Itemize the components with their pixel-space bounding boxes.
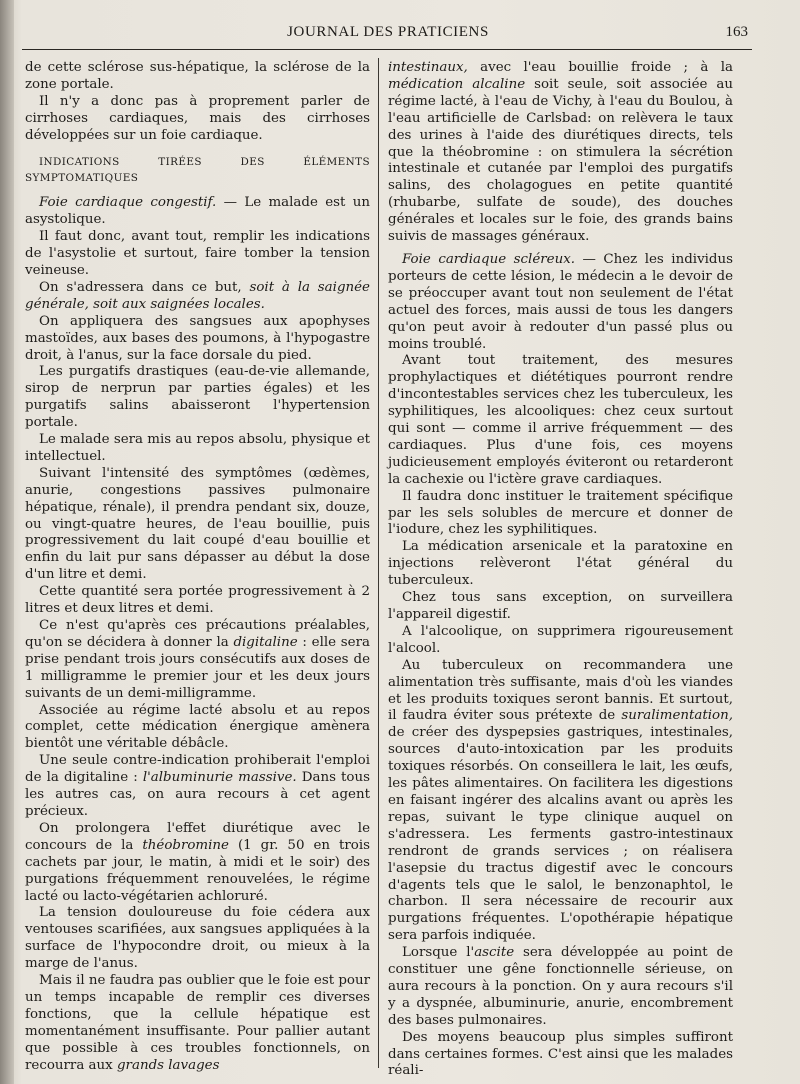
paragraph: La tension douloureuse du foie cédera aux ventouses scarifiées, aux sangsues appliquées à la surface de l'hypocondre droit, ou mieux à la marge de l'anus. <box>25 905 370 972</box>
paragraph: Il faut donc, avant tout, remplir les indications de l'asystolie et surtout, faire tomber la tension veineuse. <box>25 229 370 278</box>
page-header <box>28 22 748 46</box>
paragraph: Des moyens beaucoup plus simples suffiront dans certaines formes. C'est ainsi que les malades réali- <box>388 1029 733 1079</box>
paragraph: Associée au régime lacté absolu et au repos complet, cette médication énergique amènera bientôt une véritable débâcle. <box>25 702 370 752</box>
paragraph: Foie cardiaque scléreux. — Chez les individus porteurs de cette lésion, le médecin a le devoir de se préoccuper avant tout non seulement de l'état actuel des forces, mais aussi de tous les dangers qu'on peut avoir à redouter d'un passé plus ou moins troublé. <box>388 251 733 352</box>
paragraph: Chez tous sans exception, on surveillera l'appareil digestif. <box>388 590 733 622</box>
paragraph: Foie cardiaque congestif. — Le malade est un asystolique. <box>25 195 370 228</box>
paragraph: Suivant l'intensité des symptômes (œdèmes, anurie, congestions passives pulmonaire hépatique, rénale), il prendra pendant six, douze, ou vingt-quatre heures, de l'eau bouillie, puis progressivement du lait coupé d'eau bouillie et enfin du lait pur sans dépasser au début la dose d'un litre et demi. <box>25 465 370 583</box>
paragraph: intestinaux, avec l'eau bouillie froide ; à la médication alcaline soit seule, soit associée au régime lacté, à l'eau de Vichy, à l'eau du Boulou, à l'eau artificielle de Carlsbad: on relèvera le taux des urines à l'aide des diurétiques directs, tels que la théobromine : on stimulera la sécrétion intestinale et cutanée par l'emploi des purgatifs salins, des cholagogues en petite quantité (rhubarbe, sulfate de soude), des douches générales et locales sur le foie, des grands bains suivis de massages généraux. <box>388 60 733 245</box>
paragraph: Cette quantité sera portée progressivement à 2 litres et deux litres et demi. <box>25 584 370 617</box>
running-title: JOURNAL DES PRATICIENS <box>287 24 489 40</box>
paragraph: Le malade sera mis au repos absolu, physique et intellectuel. <box>25 432 370 464</box>
paragraph: Il faudra donc instituer le traitement spécifique par les sels solubles de mercure et donner de l'iodure, chez les syphilitiques. <box>388 488 733 538</box>
paragraph: A l'alcoolique, on supprimera rigoureusement l'alcool. <box>388 623 733 656</box>
paragraph: Mais il ne faudra pas oublier que le foie est pour un temps incapable de remplir ces diverses fonctions, que la cellule hépatique est momentanément insuffisante. Pour pallier autant que possible à ces troubles fonctionnels, on recourra aux grands lavages <box>25 973 371 1073</box>
paragraph: On prolongera l'effet diurétique avec le concours de la théobromine (1 gr. 50 en trois cachets par jour, le matin, à midi et le soir) des purgations fréquemment renouvelées, le régime lacté ou lacto-végétarien achloruré. <box>25 820 370 904</box>
subsection-title: Foie cardiaque scléreux. <box>402 251 575 267</box>
binding-gutter <box>0 0 14 1084</box>
paragraph: La médication arsenicale et la paratoxine en injections relèveront l'état général du tuberculeux. <box>388 539 733 589</box>
paragraph: Il n'y a donc pas à proprement parler de cirrhoses cardiaques, mais des cirrhoses développées sur un foie cardiaque. <box>25 93 370 143</box>
section-heading: INDICATIONS TIRÉES DES ÉLÉMENTS SYMPTOMATIQUES <box>25 155 370 185</box>
header-rule <box>22 49 752 50</box>
paragraph: de cette sclérose sus-hépatique, la sclérose de la zone portale. <box>25 60 370 92</box>
paragraph: Lorsque l'ascite sera développée au point de constituer une gêne fonctionnelle sérieuse, on aura recours à la ponction. On y aura recours s'il y a dyspnée, albuminurie, anurie, encombrement des bases pulmonaires. <box>388 945 733 1028</box>
column-divider <box>378 58 379 1068</box>
left-column <box>25 60 370 1074</box>
paragraph: On appliquera des sangsues aux apophyses mastoïdes, aux bases des poumons, à l'hypogastre droit, à l'anus, sur la face dorsale du pied. <box>25 313 370 363</box>
page-number: 163 <box>725 24 748 40</box>
subsection-title: Foie cardiaque congestif. <box>39 195 217 211</box>
paragraph: Ce n'est qu'après ces précautions préalables, qu'on se décidera à donner la digitaline : elle sera prise pendant trois jours consécutifs aux doses de 1 milligramme le premier jour et les deux jours suivants de un demi-milligramme. <box>25 618 370 701</box>
right-column <box>388 60 733 1080</box>
paragraph: Au tuberculeux on recommandera une alimentation très suffisante, mais d'où les viandes et les produits toxiques seront bannis. Et surtout, il faudra éviter sous prétexte de suralimentation, de créer des dyspepsies gastriques, intestinales, sources d'auto-intoxication par les produits toxiques résorbés. On conseillera le lait, les œufs, les pâtes alimentaires. On facilitera les digestions en faisant ingérer des alcalins avant ou après les repas, suivant le type clinique auquel on s'adressera. Les ferments gastro-intestinaux rendront de grands services ; on réalisera l'asepsie du tractus digestif avec le concours d'agents tels que le salol, le benzonaphtol, le charbon. Il sera nécessaire de recourir aux purgations fréquentes. L'opothérapie hépatique sera parfois indiquée. <box>388 657 733 944</box>
paragraph: On s'adressera dans ce but, soit à la saignée générale, soit aux saignées locales. <box>25 279 370 312</box>
paragraph: Une seule contre-indication prohiberait l'emploi de la digitaline : l'albuminurie massive. Dans tous les autres cas, on aura recours à cet agent précieux. <box>25 753 370 819</box>
paragraph: Avant tout traitement, des mesures prophylactiques et diététiques pourront rendre d'incontestables services chez les tuberculeux, les syphilitiques, les alcooliques: chez ceux surtout qui sont — comme il arrive fréquemment — des cardiaques. Plus d'une fois, ces moyens judicieusement employés éviteront ou retarderont la cachexie ou l'ictère grave cardiaques. <box>388 353 733 487</box>
paragraph: Les purgatifs drastiques (eau-de-vie allemande, sirop de nerprun par parties égales) et les purgatifs salins abaisseront l'hypertension portale. <box>25 364 370 431</box>
